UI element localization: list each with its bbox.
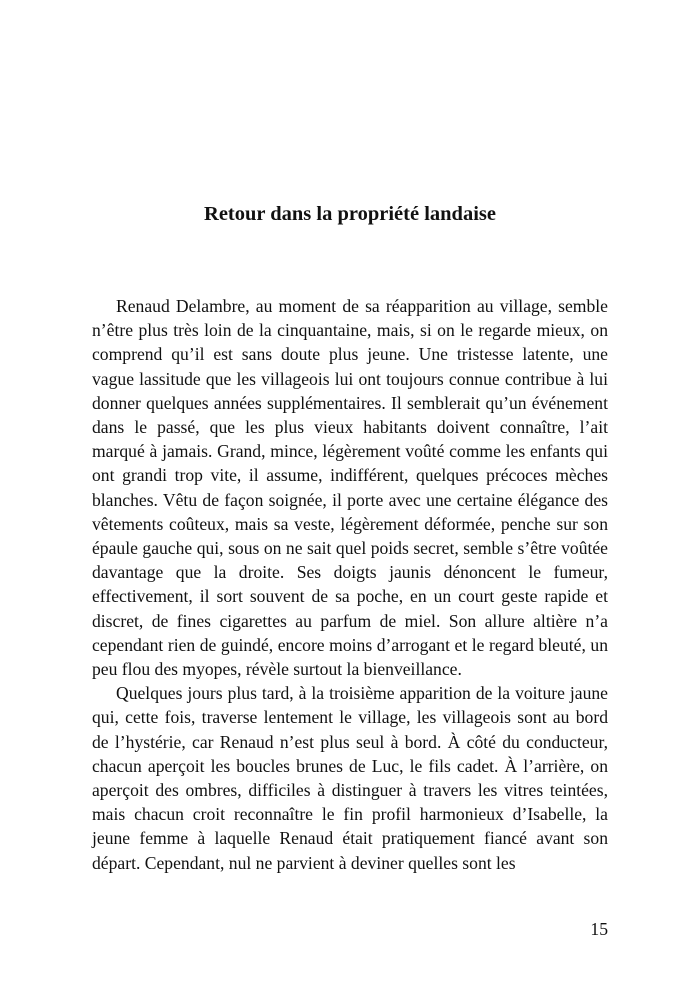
paragraph: Quelques jours plus tard, à la troisième apparition de la voiture jaune qui, cette fois, traverse lentement le village, les villageois sont au bord de l’hystérie, car Renaud n’est plus seul à bord. À côté du conducteur, chacun aperçoit les boucles brunes de Luc, le fils cadet. À l’arrière, on aperçoit des ombres, difficiles à distinguer à travers les vitres teintées, mais chacun croit reconnaître le fin profil harmonieux d’Isabelle, la jeune femme à laquelle Renaud était pratiquement fiancé avant son départ. Cependant, nul ne parvient à deviner quelles sont les <box>92 683 608 873</box>
chapter-title: Retour dans la propriété landaise <box>204 203 496 225</box>
chapter-body <box>92 294 608 875</box>
paragraph: Renaud Delambre, au moment de sa réapparition au village, semble n’être plus très loin de la cinquantaine, mais, si on le regarde mieux, on comprend qu’il est sans doute plus jeune. Une tristesse latente, une vague lassitude que les villageois lui ont toujours connue contribue à lui donner quelques années supplémentaires. Il semblerait qu’un événement dans le passé, que les plus vieux habitants doivent connaître, l’ait marqué à jamais. Grand, mince, légèrement voûté comme les enfants qui ont grandi trop vite, il assume, indifférent, quelques précoces mèches blanches. Vêtu de façon soignée, il porte avec une certaine élégance des vêtements coûteux, mais sa veste, légèrement déformée, penche sur son épaule gauche qui, sous on ne sait quel poids secret, semble s’être voûtée davantage que la droite. Ses doigts jaunis dénoncent le fumeur, effectivement, il sort souvent de sa poche, en un court geste rapide et discret, de fines cigarettes au parfum de miel. Son allure altière n’a cependant rien de guindé, encore moins d’arrogant et le regard bleuté, un peu flou des myopes, révèle surtout la bienveillance. <box>92 296 608 680</box>
page-number: 15 <box>590 919 608 939</box>
